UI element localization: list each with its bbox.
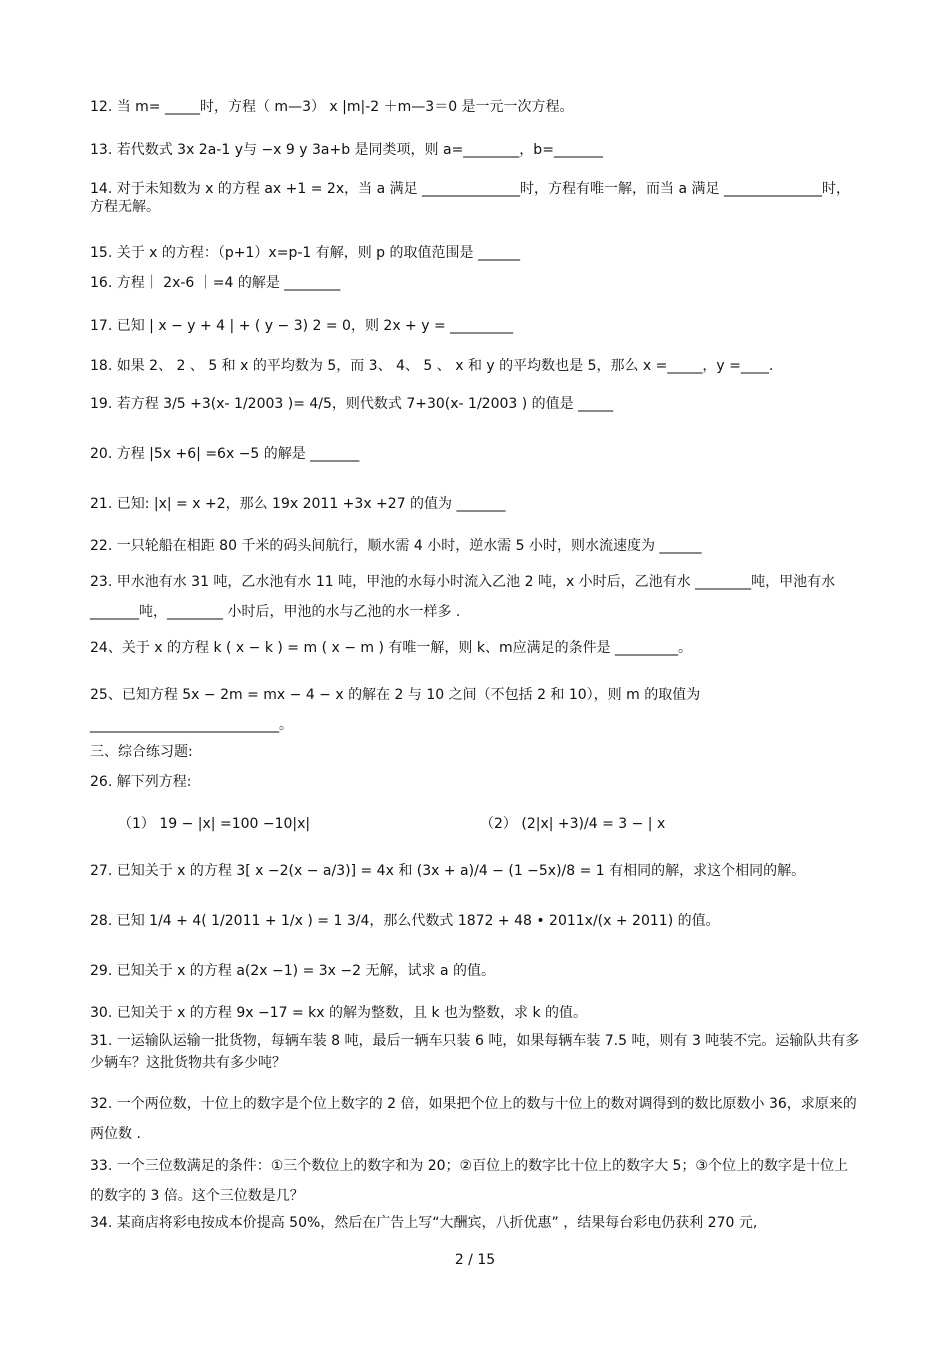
question-31: 31. 一运输队运输一批货物，每辆车装 8 吨，最后一辆车只装 6 吨，如果每辆车装 7.5 吨，则有 3 吨装不完。运输队共有多少辆车？这批货物共有多少吨？ xyxy=(90,1033,860,1071)
question-13: 13. 若代数式 3x 2a-1 y与 −x 9 y 3a+b 是同类项，则 a=________，b=_______ xyxy=(90,142,603,158)
question-29: 29. 已知关于 x 的方程 a(2x −1) = 3x −2 无解，试求 a 的值。 xyxy=(90,963,495,979)
question-26-part-1: （1） 19 − |x| =100 −10|x| xyxy=(118,816,311,832)
question-27: 27. 已知关于 x 的方程 3[ x −2(x − a/3)] = 4x 和 (3x + a)/4 − (1 −5x)/8 = 1 有相同的解，求这个相同的解。 xyxy=(90,863,806,879)
section-heading: 三、综合练习题: xyxy=(90,744,193,760)
question-30: 30. 已知关于 x 的方程 9x −17 = kx 的解为整数，且 k 也为整数，求 k 的值。 xyxy=(90,1005,588,1021)
question-19: 19. 若方程 3/5 +3(x- 1/2003 )= 4/5，则代数式 7+30(x- 1/2003 ) 的值是 _____ xyxy=(90,396,614,412)
question-28: 28. 已知 1/4 + 4( 1/2011 + 1/x ) = 1 3/4，那么代数式 1872 + 48 • 2011x/(x + 2011) 的值。 xyxy=(90,913,720,929)
question-26: 26. 解下列方程: xyxy=(90,774,192,790)
question-20: 20. 方程 |5x +6| =6x −5 的解是 _______ xyxy=(90,446,360,462)
page-number: 2 / 15 xyxy=(454,1252,496,1268)
question-16: 16. 方程｜ 2x-6 ｜=4 的解是 ________ xyxy=(90,275,341,291)
question-23: 23. 甲水池有水 31 吨，乙水池有水 11 吨，甲池的水每小时流入乙池 2 吨，x 小时后，乙池有水 ________吨，甲池有水 _______吨，________ 小时后，甲池的水与乙池的水一样多 . xyxy=(90,574,836,620)
question-24: 24、关于 x 的方程 k ( x − k ) = m ( x − m ) 有唯一解，则 k、m应满足的条件是 _________。 xyxy=(90,640,693,656)
question-17: 17. 已知 | x − y + 4 | + ( y − 3) 2 = 0，则 2x + y = _________ xyxy=(90,318,514,334)
question-25: 25、已知方程 5x − 2m = mx − 4 − x 的解在 2 与 10 之间（不包括 2 和 10），则 m 的取值为 ___________________________。 xyxy=(90,687,701,733)
question-32: 32. 一个两位数，十位上的数字是个位上数字的 2 倍，如果把个位上的数与十位上的数对调得到的数比原数小 36，求原来的两位数 . xyxy=(90,1096,857,1142)
question-33: 33. 一个三位数满足的条件：①三个数位上的数字和为 20；②百位上的数字比十位上的数字大 5；③个位上的数字是十位上的数字的 3 倍。这个三位数是几？ xyxy=(90,1158,848,1204)
question-26-part-2: （2） (2|x| +3)/4 = 3 − | x xyxy=(480,816,666,832)
question-18: 18. 如果 2、 2 、 5 和 x 的平均数为 5，而 3、 4、 5 、 x 和 y 的平均数也是 5，那么 x =_____，y =____. xyxy=(90,358,774,374)
question-15: 15. 关于 x 的方程：（p+1）x=p-1 有解，则 p 的取值范围是 ______ xyxy=(90,245,520,261)
question-12: 12. 当 m= _____时，方程（ m—3） x |m|-2 ＋m—3＝0 是一元一次方程。 xyxy=(90,99,574,115)
question-14: 14. 对于未知数为 x 的方程 ax +1 = 2x，当 a 满足 ______________时，方程有唯一解，而当 a 满足 ______________时，方程无解。 xyxy=(90,181,850,215)
question-22: 22. 一只轮船在相距 80 千米的码头间航行，顺水需 4 小时，逆水需 5 小时，则水流速度为 ______ xyxy=(90,538,702,554)
question-34: 34. 某商店将彩电按成本价提高 50%，然后在广告上写“大酬宾，八折优惠” ，结果每台彩电仍获利 270 元, xyxy=(90,1215,758,1231)
question-21: 21. 已知: |x| = x +2，那么 19x 2011 +3x +27 的值为 _______ xyxy=(90,496,506,512)
